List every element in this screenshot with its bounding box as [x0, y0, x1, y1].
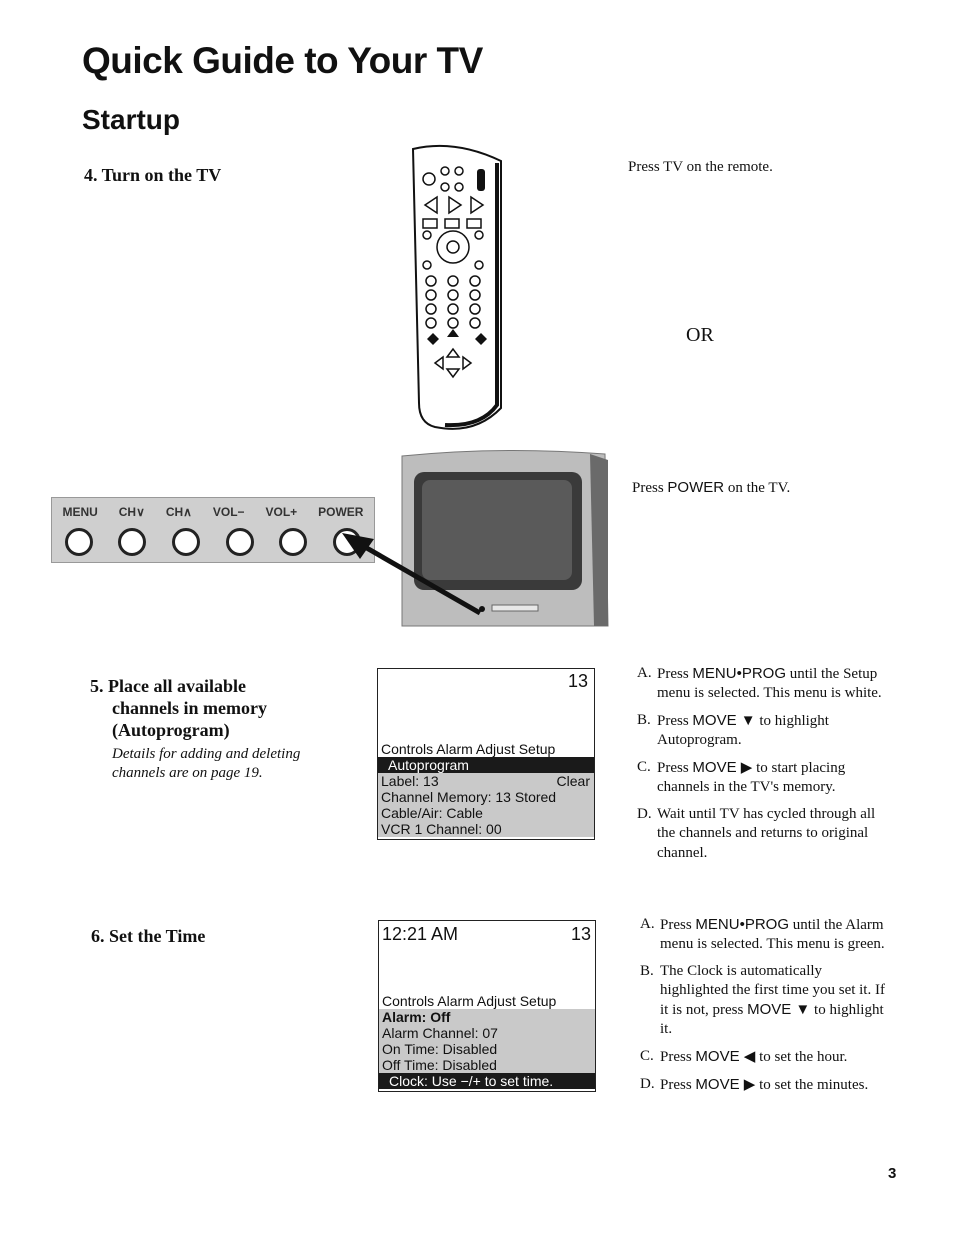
- instruction-key: MENU•PROG: [692, 665, 787, 682]
- instruction-item: [640, 962, 890, 1039]
- step4-heading: 4. Turn on the TV: [84, 165, 222, 185]
- tv-instruction: [632, 478, 790, 498]
- panel-button-circle: [118, 528, 146, 556]
- instruction-text: to start placing channels in the TV's memory.: [657, 760, 846, 795]
- page-number: 3: [888, 1165, 897, 1182]
- label-row: [378, 773, 594, 789]
- screen-channel-number: 13: [570, 924, 591, 944]
- tv-instruction-prefix: Press: [632, 480, 664, 496]
- instruction-text: The Clock is automatically highlighted the first time you set it. If it is not, press: [660, 963, 885, 1018]
- arrow-icon: [330, 525, 490, 620]
- screen-time: 12:21 AM: [382, 924, 459, 944]
- panel-button-circle: [226, 528, 254, 556]
- autoprogram-highlight: Autoprogram: [378, 757, 594, 773]
- instruction-letter: C.: [640, 1048, 654, 1064]
- instruction-item: [637, 758, 887, 797]
- step6-heading: 6. Set the Time: [91, 926, 206, 946]
- label-value: Label: 13: [381, 773, 439, 789]
- instruction-item: [640, 915, 890, 954]
- panel-label-vol-up: VOL+: [265, 505, 298, 519]
- instruction-key: MOVE ◀: [695, 1048, 756, 1065]
- instruction-item: [640, 1075, 890, 1095]
- menu-row: Channel Memory: 13 Stored: [378, 789, 594, 805]
- instruction-letter: A.: [640, 916, 655, 932]
- instruction-key: MOVE ▼: [692, 712, 756, 729]
- instruction-text: Press: [660, 1049, 696, 1065]
- menu-bar: Controls Alarm Adjust Setup: [382, 993, 557, 1009]
- page-title: Quick Guide to Your TV: [82, 40, 483, 81]
- instruction-text: to highlight it.: [660, 1002, 884, 1037]
- step5-note: [112, 745, 300, 783]
- clock-highlight: Clock: Use −/+ to set time.: [379, 1073, 595, 1089]
- menu-row: Alarm Channel: 07: [379, 1025, 595, 1041]
- step5-heading-line3: (Autoprogram): [112, 720, 230, 740]
- section-title: Startup: [82, 104, 180, 135]
- instruction-item: [637, 664, 887, 703]
- instruction-text: to set the hour.: [755, 1049, 848, 1065]
- remote-control-illustration: [405, 143, 515, 433]
- step5-note-line1: Details for adding and deleting: [112, 746, 301, 762]
- step5-note-line2: channels are on page 19.: [112, 765, 263, 781]
- instruction-key: MOVE ▶: [692, 759, 753, 776]
- instruction-letter: C.: [637, 759, 651, 775]
- menu-row: Off Time: Disabled: [379, 1057, 595, 1073]
- panel-label-menu: MENU: [62, 505, 98, 519]
- autoprogram-menu-screen: [377, 668, 595, 840]
- step5-heading-line2: channels in memory: [112, 698, 267, 718]
- menu-row: On Time: Disabled: [379, 1041, 595, 1057]
- instruction-letter: A.: [637, 665, 652, 681]
- or-text: OR: [686, 324, 714, 346]
- menu-row: Cable/Air: Cable: [378, 805, 594, 821]
- step5-instructions: [637, 664, 887, 871]
- instruction-letter: D.: [637, 806, 652, 822]
- instruction-letter: D.: [640, 1076, 655, 1092]
- screen-top-row: [379, 921, 595, 993]
- panel-label-power: POWER: [318, 505, 364, 519]
- instruction-key: MENU•PROG: [695, 916, 790, 933]
- instruction-item: [640, 1047, 890, 1067]
- instruction-text: Press: [660, 1077, 696, 1093]
- screen-channel-number: 13: [567, 671, 588, 691]
- step6-instructions: [640, 915, 890, 1103]
- instruction-text: Press: [657, 666, 693, 682]
- panel-button-circle: [172, 528, 200, 556]
- instruction-text: Press: [657, 713, 693, 729]
- instruction-key: MOVE ▶: [695, 1076, 756, 1093]
- menu-row: Alarm: Off: [379, 1009, 595, 1025]
- instruction-text: until the Setup menu is selected. This menu is white.: [657, 666, 882, 701]
- instruction-text: Press: [657, 760, 693, 776]
- instruction-key: MOVE ▼: [747, 1001, 811, 1018]
- tv-instruction-key: POWER: [667, 479, 725, 496]
- instruction-text: to set the minutes.: [755, 1077, 869, 1093]
- tv-front-panel: [51, 497, 375, 563]
- label-clear: Clear: [556, 773, 590, 789]
- panel-label-ch-up: CH∧: [165, 505, 192, 519]
- tv-instruction-suffix: on the TV.: [727, 480, 791, 496]
- instruction-text: Press: [660, 917, 696, 933]
- alarm-menu-screen: [378, 920, 596, 1092]
- panel-label-ch-down: CH∨: [118, 505, 145, 519]
- menu-row: VCR 1 Channel: 00: [378, 821, 594, 837]
- instruction-letter: B.: [640, 963, 654, 979]
- instruction-text: to highlight Autoprogram.: [657, 713, 829, 748]
- step5-heading: [90, 675, 267, 741]
- instruction-letter: B.: [637, 712, 651, 728]
- remote-instruction: Press TV on the remote.: [628, 159, 773, 175]
- panel-button-circle: [65, 528, 93, 556]
- instruction-text: until the Alarm menu is selected. This menu is green.: [660, 917, 885, 952]
- instruction-text: Wait until TV has cycled through all the channels and returns to original channel.: [657, 806, 876, 861]
- instruction-item: [637, 805, 887, 863]
- panel-button-labels: [52, 498, 374, 519]
- instruction-item: [637, 711, 887, 750]
- panel-label-vol-down: VOL−: [212, 505, 245, 519]
- panel-button-circle: [279, 528, 307, 556]
- step5-heading-line1: 5. Place all available: [90, 676, 246, 696]
- menu-bar: Controls Alarm Adjust Setup: [381, 741, 556, 757]
